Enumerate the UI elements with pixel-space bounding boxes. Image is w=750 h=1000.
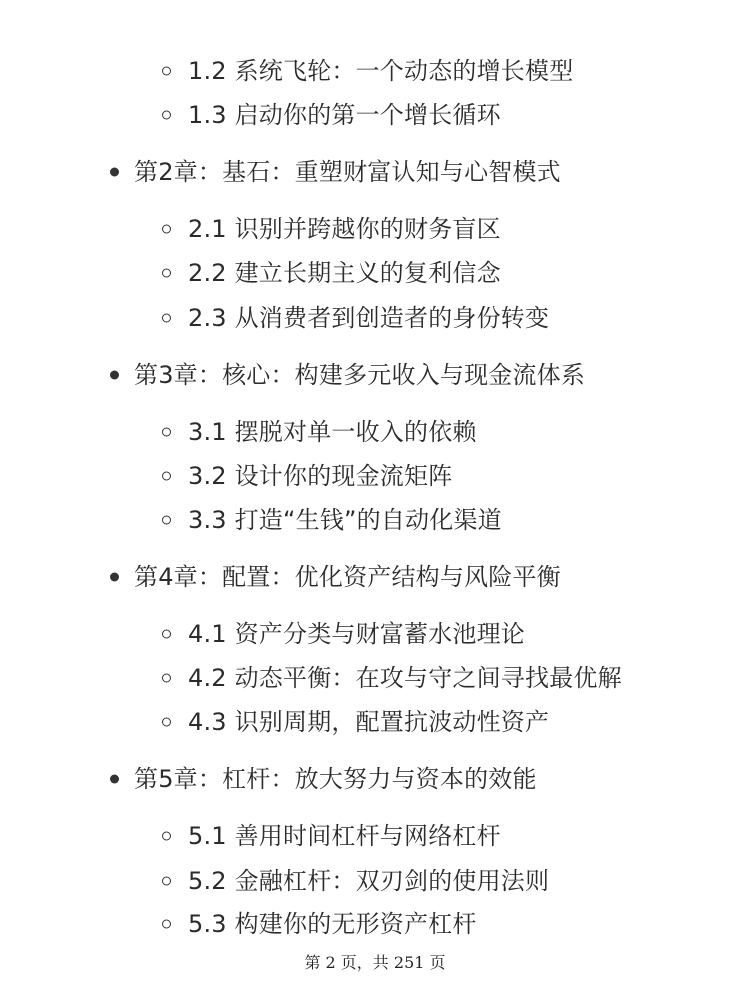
filled-bullet-icon (110, 775, 119, 784)
toc-section-label: 3.1 摆脱对单一收入的依赖 (188, 418, 477, 446)
toc-section-label: 3.3 打造“生钱”的自动化渠道 (188, 506, 502, 534)
toc-chapter-title: 第4章：配置：优化资产结构与风险平衡 (134, 563, 561, 591)
hollow-bullet-icon (162, 269, 171, 278)
toc-section-label: 5.2 金融杠杆：双刃剑的使用法则 (188, 867, 550, 895)
hollow-bullet-icon (162, 67, 171, 76)
toc-section-label: 1.2 系统飞轮：一个动态的增长模型 (188, 57, 574, 85)
filled-bullet-icon (110, 371, 119, 380)
toc-section-2-3[interactable] (0, 298, 750, 338)
toc-chapter-4[interactable] (0, 557, 750, 597)
toc-section-3-3[interactable] (0, 500, 750, 540)
toc-section-label: 2.1 识别并跨越你的财务盲区 (188, 215, 501, 243)
toc-section-5-1[interactable] (0, 816, 750, 856)
toc-section-5-3[interactable] (0, 904, 750, 944)
toc-section-3-2[interactable] (0, 456, 750, 496)
filled-bullet-icon (110, 573, 119, 582)
toc-chapter-title: 第5章：杠杆：放大努力与资本的效能 (134, 765, 537, 793)
hollow-bullet-icon (162, 674, 171, 683)
toc-chapter-2[interactable] (0, 152, 750, 192)
toc-section-3-1[interactable] (0, 412, 750, 452)
toc-section-label: 3.2 设计你的现金流矩阵 (188, 462, 453, 490)
hollow-bullet-icon (162, 428, 171, 437)
hollow-bullet-icon (162, 111, 171, 120)
hollow-bullet-icon (162, 920, 171, 929)
toc-section-4-1[interactable] (0, 614, 750, 654)
hollow-bullet-icon (162, 472, 171, 481)
hollow-bullet-icon (162, 718, 171, 727)
hollow-bullet-icon (162, 225, 171, 234)
toc-section-2-1[interactable] (0, 209, 750, 249)
hollow-bullet-icon (162, 832, 171, 841)
filled-bullet-icon (110, 168, 119, 177)
toc-section-label: 1.3 启动你的第一个增长循环 (188, 101, 501, 129)
hollow-bullet-icon (162, 314, 171, 323)
toc-chapter-title: 第2章：基石：重塑财富认知与心智模式 (134, 158, 561, 186)
toc-section-4-2[interactable] (0, 658, 750, 698)
toc-chapter-5[interactable] (0, 759, 750, 799)
toc-section-label: 4.2 动态平衡：在攻与守之间寻找最优解 (188, 664, 622, 692)
hollow-bullet-icon (162, 877, 171, 886)
toc-section-1-2[interactable] (0, 51, 750, 91)
toc-section-label: 2.3 从消费者到创造者的身份转变 (188, 304, 550, 332)
toc-section-2-2[interactable] (0, 253, 750, 293)
toc-chapter-3[interactable] (0, 355, 750, 395)
toc-section-1-3[interactable] (0, 95, 750, 135)
page-number-footer: 第 2 页，共 251 页 (304, 953, 446, 972)
toc-section-label: 5.3 构建你的无形资产杠杆 (188, 910, 477, 938)
toc-section-label: 2.2 建立长期主义的复利信念 (188, 259, 501, 287)
hollow-bullet-icon (162, 516, 171, 525)
toc-section-label: 4.3 识别周期，配置抗波动性资产 (188, 708, 550, 736)
toc-section-4-3[interactable] (0, 702, 750, 742)
hollow-bullet-icon (162, 630, 171, 639)
toc-section-label: 4.1 资产分类与财富蓄水池理论 (188, 620, 525, 648)
toc-section-5-2[interactable] (0, 861, 750, 901)
toc-chapter-title: 第3章：核心：构建多元收入与现金流体系 (134, 361, 586, 389)
toc-section-label: 5.1 善用时间杠杆与网络杠杆 (188, 822, 501, 850)
